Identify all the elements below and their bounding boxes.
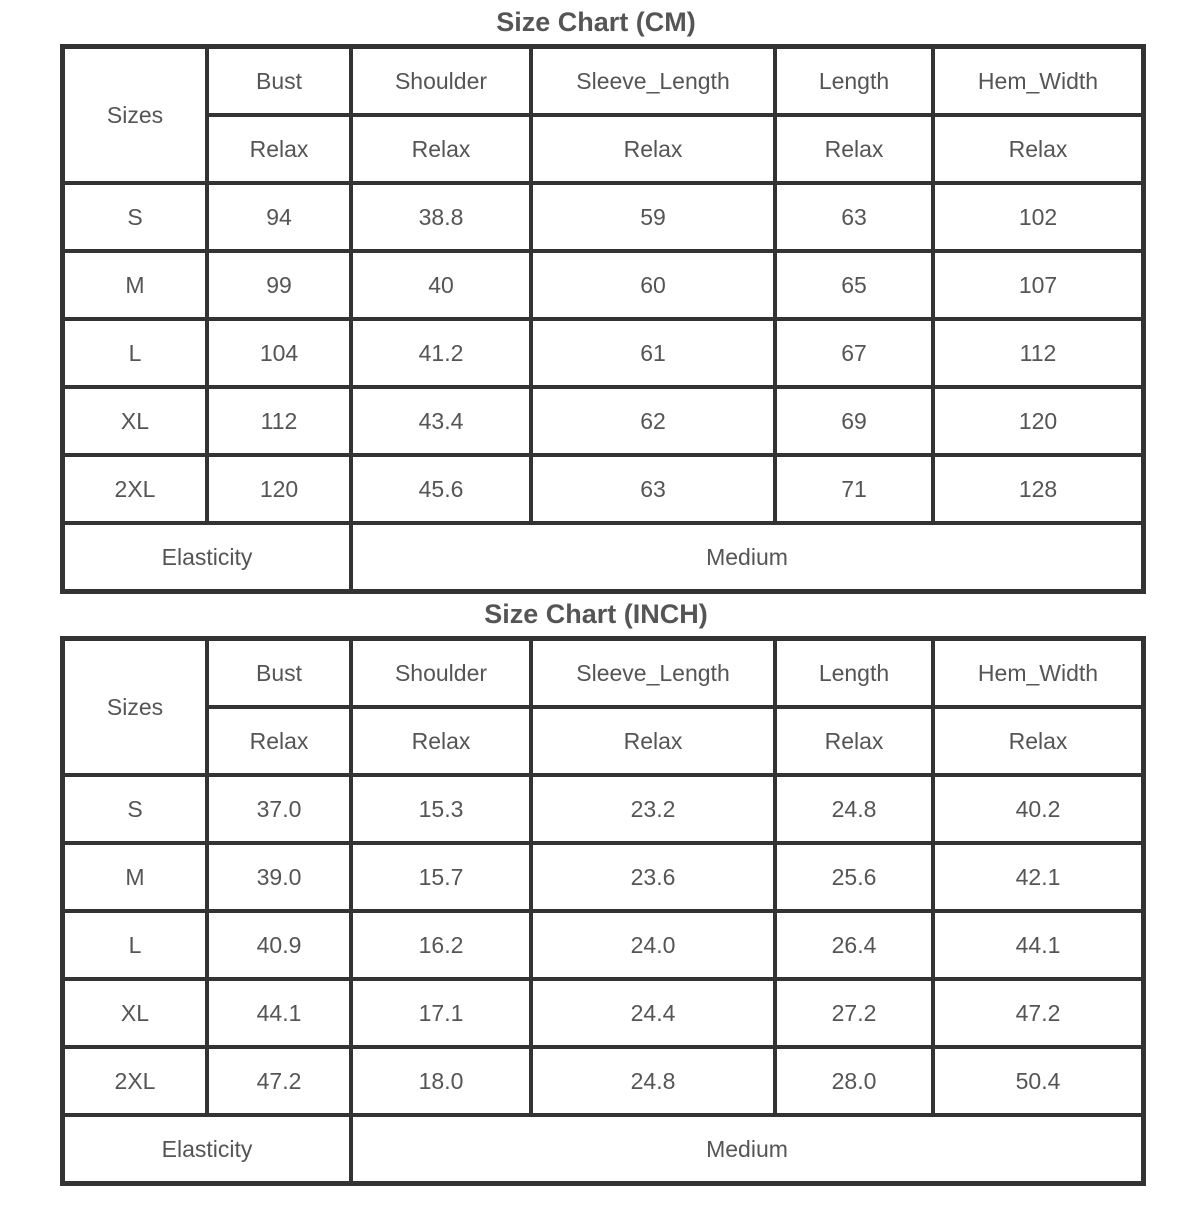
- fit-subheader: Relax: [207, 115, 351, 183]
- length-header: Length: [775, 639, 933, 707]
- value-cell: 17.1: [351, 979, 531, 1047]
- value-cell: 40.9: [207, 911, 351, 979]
- sleeve-length-header: Sleeve_Length: [531, 47, 775, 115]
- value-cell: 112: [207, 387, 351, 455]
- shoulder-header: Shoulder: [351, 47, 531, 115]
- value-cell: 47.2: [933, 979, 1143, 1047]
- size-cell: 2XL: [63, 455, 207, 523]
- size-cell: S: [63, 775, 207, 843]
- subheader-row: [63, 707, 1143, 775]
- value-cell: 50.4: [933, 1047, 1143, 1115]
- value-cell: 24.8: [531, 1047, 775, 1115]
- value-cell: 63: [531, 455, 775, 523]
- hem-width-header: Hem_Width: [933, 639, 1143, 707]
- elasticity-value: Medium: [351, 1115, 1143, 1183]
- value-cell: 104: [207, 319, 351, 387]
- value-cell: 16.2: [351, 911, 531, 979]
- table-row: [63, 455, 1143, 523]
- value-cell: 47.2: [207, 1047, 351, 1115]
- value-cell: 18.0: [351, 1047, 531, 1115]
- size-chart-cm-title: Size Chart (CM): [496, 7, 696, 37]
- value-cell: 23.2: [531, 775, 775, 843]
- value-cell: 43.4: [351, 387, 531, 455]
- table-row: [63, 775, 1143, 843]
- value-cell: 128: [933, 455, 1143, 523]
- value-cell: 23.6: [531, 843, 775, 911]
- value-cell: 45.6: [351, 455, 531, 523]
- value-cell: 69: [775, 387, 933, 455]
- table-row: [63, 183, 1143, 251]
- hem-width-header: Hem_Width: [933, 47, 1143, 115]
- value-cell: 94: [207, 183, 351, 251]
- value-cell: 67: [775, 319, 933, 387]
- value-cell: 38.8: [351, 183, 531, 251]
- size-cell: L: [63, 319, 207, 387]
- value-cell: 120: [933, 387, 1143, 455]
- value-cell: 63: [775, 183, 933, 251]
- bust-header: Bust: [207, 639, 351, 707]
- size-cell: 2XL: [63, 1047, 207, 1115]
- value-cell: 15.3: [351, 775, 531, 843]
- value-cell: 40.2: [933, 775, 1143, 843]
- sizes-header: Sizes: [63, 47, 207, 183]
- table-row: [63, 843, 1143, 911]
- shoulder-header: Shoulder: [351, 639, 531, 707]
- size-chart-inch-title: Size Chart (INCH): [484, 599, 708, 629]
- value-cell: 120: [207, 455, 351, 523]
- value-cell: 112: [933, 319, 1143, 387]
- sizes-header: Sizes: [63, 639, 207, 775]
- header-row: [63, 47, 1143, 115]
- fit-subheader: Relax: [531, 115, 775, 183]
- size-cell: M: [63, 843, 207, 911]
- table-row: [63, 319, 1143, 387]
- value-cell: 61: [531, 319, 775, 387]
- size-cell: L: [63, 911, 207, 979]
- sleeve-length-header: Sleeve_Length: [531, 639, 775, 707]
- length-header: Length: [775, 47, 933, 115]
- fit-subheader: Relax: [933, 707, 1143, 775]
- value-cell: 42.1: [933, 843, 1143, 911]
- value-cell: 59: [531, 183, 775, 251]
- value-cell: 71: [775, 455, 933, 523]
- value-cell: 44.1: [933, 911, 1143, 979]
- elasticity-value: Medium: [351, 523, 1143, 591]
- value-cell: 37.0: [207, 775, 351, 843]
- elasticity-row: [63, 1115, 1143, 1183]
- fit-subheader: Relax: [351, 115, 531, 183]
- fit-subheader: Relax: [351, 707, 531, 775]
- value-cell: 65: [775, 251, 933, 319]
- value-cell: 24.0: [531, 911, 775, 979]
- value-cell: 15.7: [351, 843, 531, 911]
- value-cell: 107: [933, 251, 1143, 319]
- fit-subheader: Relax: [775, 707, 933, 775]
- value-cell: 25.6: [775, 843, 933, 911]
- fit-subheader: Relax: [933, 115, 1143, 183]
- table-row: [63, 387, 1143, 455]
- table-row: [63, 251, 1143, 319]
- elasticity-row: [63, 523, 1143, 591]
- fit-subheader: Relax: [775, 115, 933, 183]
- header-row: [63, 639, 1143, 707]
- value-cell: 44.1: [207, 979, 351, 1047]
- value-cell: 26.4: [775, 911, 933, 979]
- size-cell: XL: [63, 387, 207, 455]
- table-row: [63, 911, 1143, 979]
- fit-subheader: Relax: [207, 707, 351, 775]
- value-cell: 39.0: [207, 843, 351, 911]
- subheader-row: [63, 115, 1143, 183]
- value-cell: 24.4: [531, 979, 775, 1047]
- size-cell: M: [63, 251, 207, 319]
- size-chart-cm-table: [60, 44, 1146, 594]
- value-cell: 60: [531, 251, 775, 319]
- value-cell: 99: [207, 251, 351, 319]
- value-cell: 24.8: [775, 775, 933, 843]
- elasticity-label: Elasticity: [63, 523, 351, 591]
- value-cell: 41.2: [351, 319, 531, 387]
- value-cell: 62: [531, 387, 775, 455]
- bust-header: Bust: [207, 47, 351, 115]
- value-cell: 28.0: [775, 1047, 933, 1115]
- value-cell: 102: [933, 183, 1143, 251]
- size-cell: XL: [63, 979, 207, 1047]
- size-cell: S: [63, 183, 207, 251]
- table-row: [63, 979, 1143, 1047]
- elasticity-label: Elasticity: [63, 1115, 351, 1183]
- fit-subheader: Relax: [531, 707, 775, 775]
- value-cell: 27.2: [775, 979, 933, 1047]
- table-row: [63, 1047, 1143, 1115]
- size-chart-inch-table: [60, 636, 1146, 1186]
- value-cell: 40: [351, 251, 531, 319]
